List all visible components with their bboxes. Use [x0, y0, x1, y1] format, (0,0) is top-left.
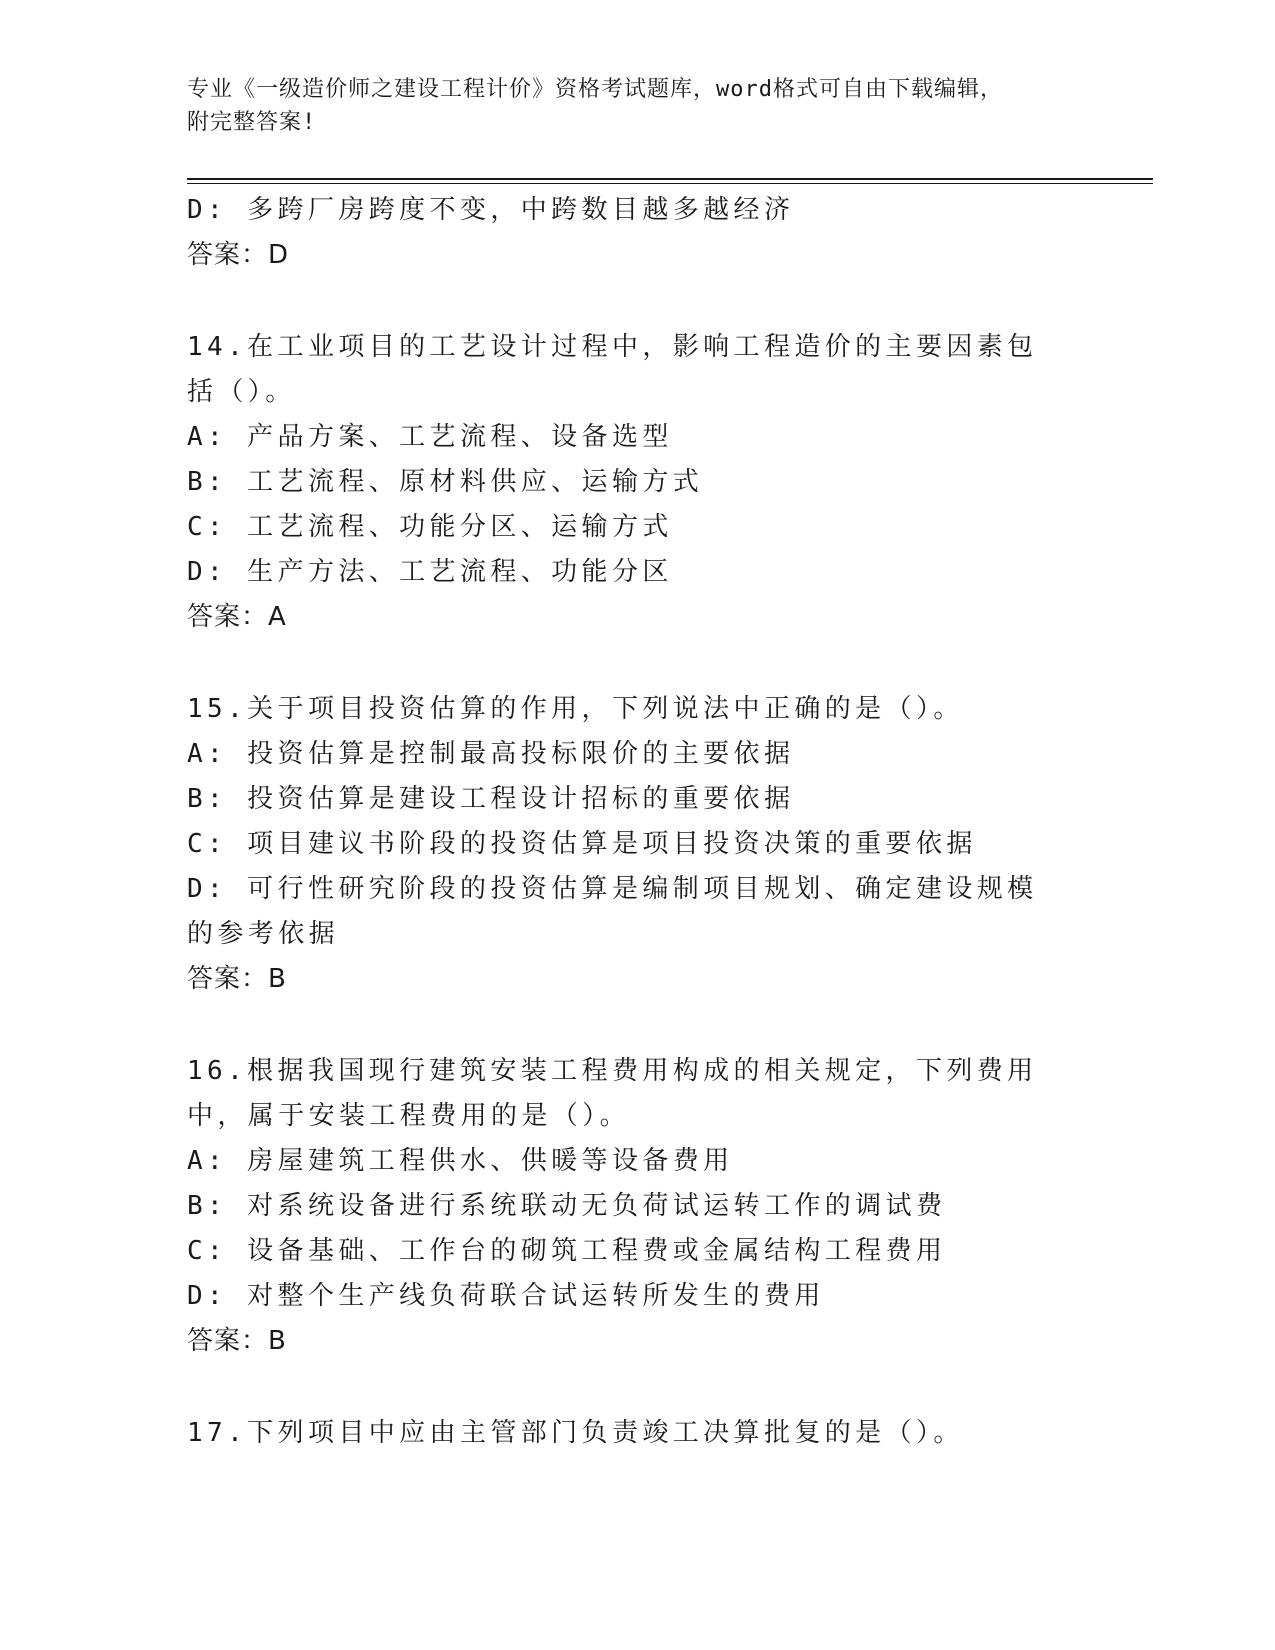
previous-question-tail — [187, 188, 1087, 278]
option-d: D: 生产方法、工艺流程、功能分区 — [187, 557, 673, 587]
question-14 — [187, 325, 1087, 640]
question-stem: 15.关于项目投资估算的作用，下列说法中正确的是（）。 — [187, 694, 964, 724]
question-stem: 14.在工业项目的工艺设计过程中，影响工程造价的主要因素包括（）。 — [187, 332, 1038, 407]
answer-label: 答案：B — [187, 1326, 287, 1356]
answer-label: 答案：B — [187, 964, 287, 994]
option-b: B: 对系统设备进行系统联动无负荷试运转工作的调试费 — [187, 1191, 947, 1221]
question-stem: 16.根据我国现行建筑安装工程费用构成的相关规定，下列费用中，属于安装工程费用的是（）。 — [187, 1056, 1038, 1131]
option-d: D: 可行性研究阶段的投资估算是编制项目规划、确定建设规模的参考依据 — [187, 874, 1038, 949]
question-16 — [187, 1049, 1087, 1364]
option-b: B: 工艺流程、原材料供应、运输方式 — [187, 467, 704, 497]
answer-label: 答案：D — [187, 240, 290, 270]
question-15 — [187, 687, 1087, 1002]
answer-label: 答案：A — [187, 602, 287, 632]
option-b: B: 投资估算是建设工程设计招标的重要依据 — [187, 784, 795, 814]
header-line-1: 专业《一级造价师之建设工程计价》资格考试题库，word格式可自由下载编辑， — [187, 77, 1003, 102]
question-content — [187, 188, 1087, 1456]
option-d: D: 对整个生产线负荷联合试运转所发生的费用 — [187, 1281, 825, 1311]
document-header — [187, 73, 1067, 139]
option-a: A: 房屋建筑工程供水、供暖等设备费用 — [187, 1146, 734, 1176]
option-d: D: 多跨厂房跨度不变，中跨数目越多越经济 — [187, 195, 795, 225]
header-divider — [187, 178, 1153, 184]
header-line-2: 附完整答案! — [187, 110, 317, 135]
option-a: A: 投资估算是控制最高投标限价的主要依据 — [187, 739, 795, 769]
option-c: C: 项目建议书阶段的投资估算是项目投资决策的重要依据 — [187, 829, 977, 859]
option-a: A: 产品方案、工艺流程、设备选型 — [187, 422, 673, 452]
option-c: C: 工艺流程、功能分区、运输方式 — [187, 512, 673, 542]
option-c: C: 设备基础、工作台的砌筑工程费或金属结构工程费用 — [187, 1236, 947, 1266]
question-17 — [187, 1411, 1087, 1456]
question-stem: 17.下列项目中应由主管部门负责竣工决算批复的是（）。 — [187, 1418, 964, 1448]
